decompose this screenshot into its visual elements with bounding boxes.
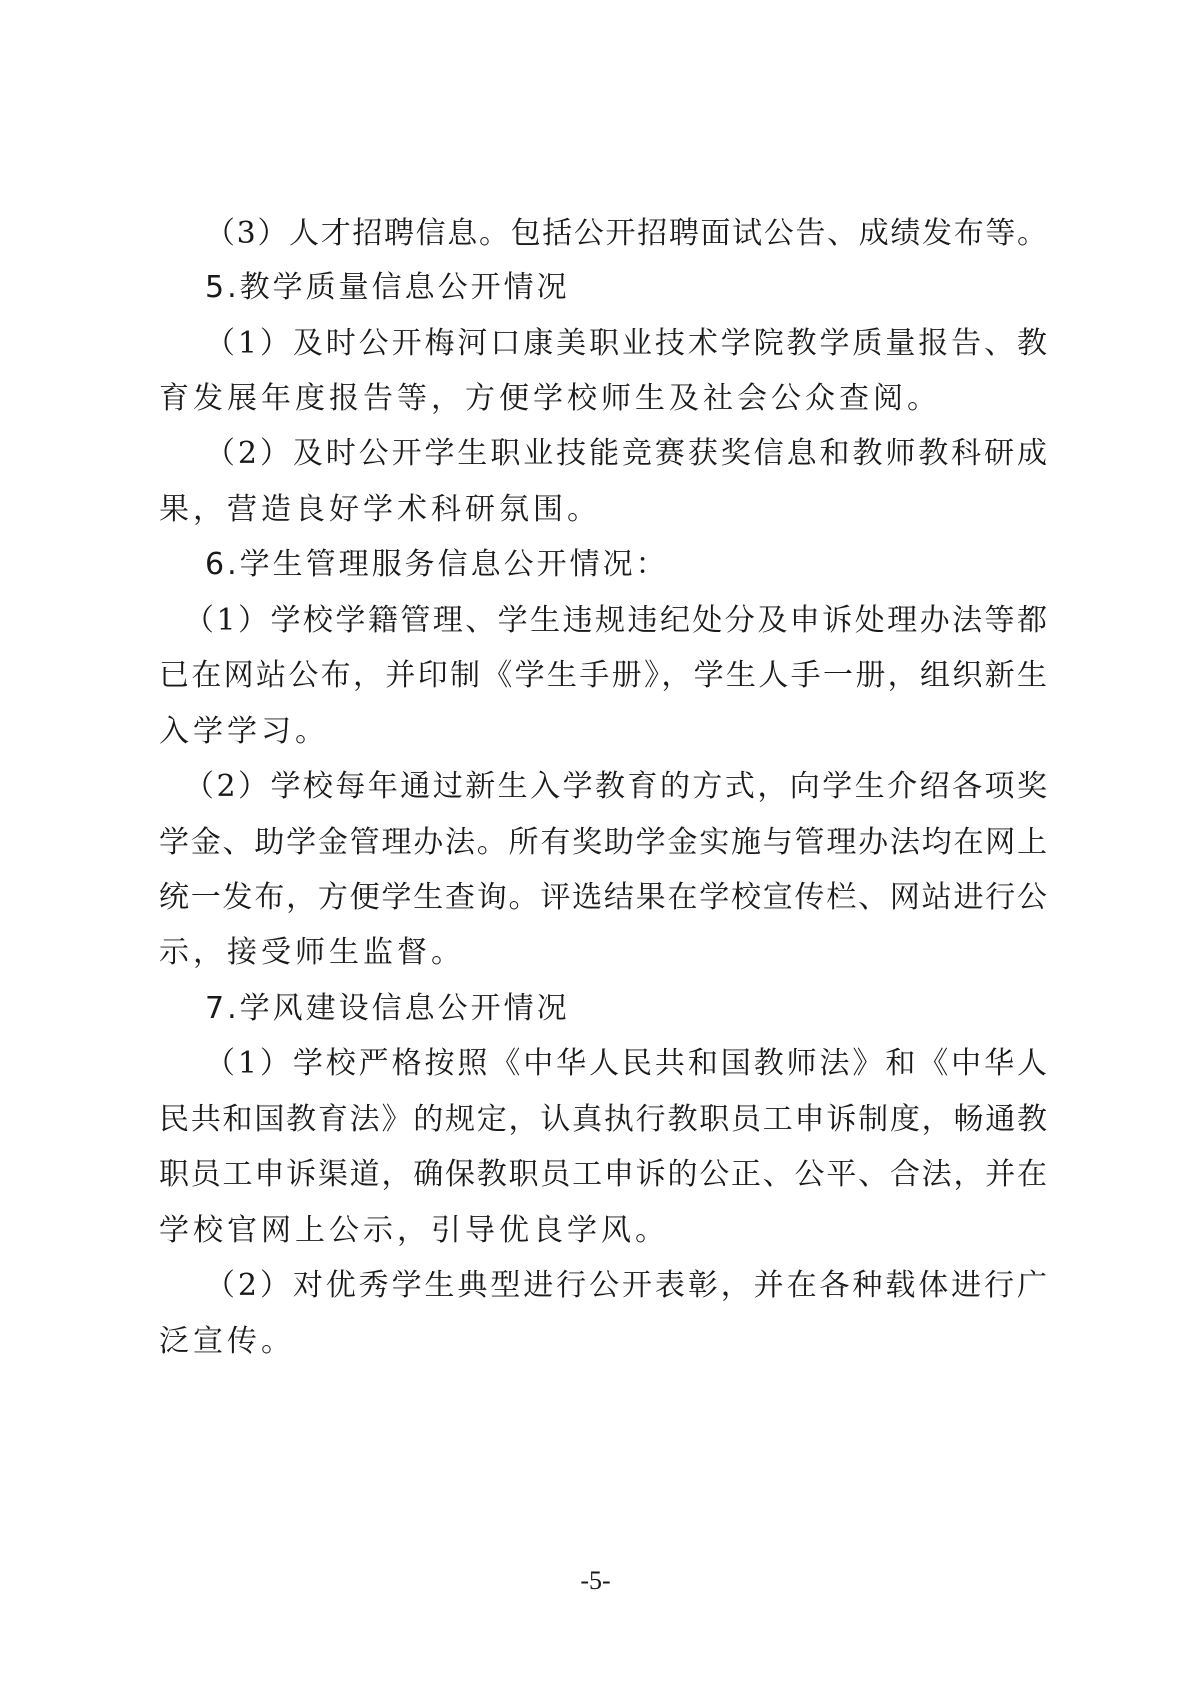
paragraph-line: 职员工申诉渠道，确保教职员工申诉的公正、公平、合法，并在 — [159, 1157, 1047, 1192]
paragraph-line: （2）对优秀学生典型进行公开表彰，并在各种载体进行广 — [205, 1268, 1047, 1303]
section-heading-5: 5.教学质量信息公开情况 — [205, 270, 570, 305]
paragraph-line: 统一发布，方便学生查询。评选结果在学校宣传栏、网站进行公 — [159, 880, 1047, 915]
paragraph-line: 育发展年度报告等，方便学校师生及社会公众查阅。 — [159, 381, 941, 416]
paragraph-line: 泛宣传。 — [159, 1324, 295, 1359]
paragraph-line: （1）学校严格按照《中华人民共和国教师法》和《中华人 — [205, 1046, 1047, 1081]
paragraph-line: 入学学习。 — [159, 714, 329, 749]
paragraph-line: 果，营造良好学术科研氛围。 — [159, 492, 601, 527]
paragraph-line: 民共和国教育法》的规定，认真执行教职员工申诉制度，畅通教 — [159, 1102, 1047, 1137]
paragraph-line: （2）及时公开学生职业技能竞赛获奖信息和教师教科研成 — [205, 436, 1047, 471]
paragraph-line: 学校官网上公示，引导优良学风。 — [159, 1213, 669, 1248]
paragraph-line: 示，接受师生监督。 — [159, 935, 465, 970]
paragraph-line: 已在网站公布，并印制《学生手册》，学生人手一册，组织新生 — [159, 658, 1047, 693]
paragraph-line: （1）学校学籍管理、学生违规违纪处分及申诉处理办法等都 — [184, 603, 1047, 638]
paragraph-line: 学金、助学金管理办法。所有奖助学金实施与管理办法均在网上 — [159, 825, 1047, 860]
page-number: -5- — [580, 1566, 611, 1595]
paragraph-line: （1）及时公开梅河口康美职业技术学院教学质量报告、教 — [205, 326, 1047, 361]
paragraph-line: （2）学校每年通过新生入学教育的方式，向学生介绍各项奖 — [184, 769, 1047, 804]
section-heading-7: 7.学风建设信息公开情况 — [205, 991, 570, 1026]
paragraph-line: （3）人才招聘信息。包括公开招聘面试公告、成绩发布等。 — [205, 216, 1047, 251]
section-heading-6: 6.学生管理服务信息公开情况： — [205, 547, 669, 582]
